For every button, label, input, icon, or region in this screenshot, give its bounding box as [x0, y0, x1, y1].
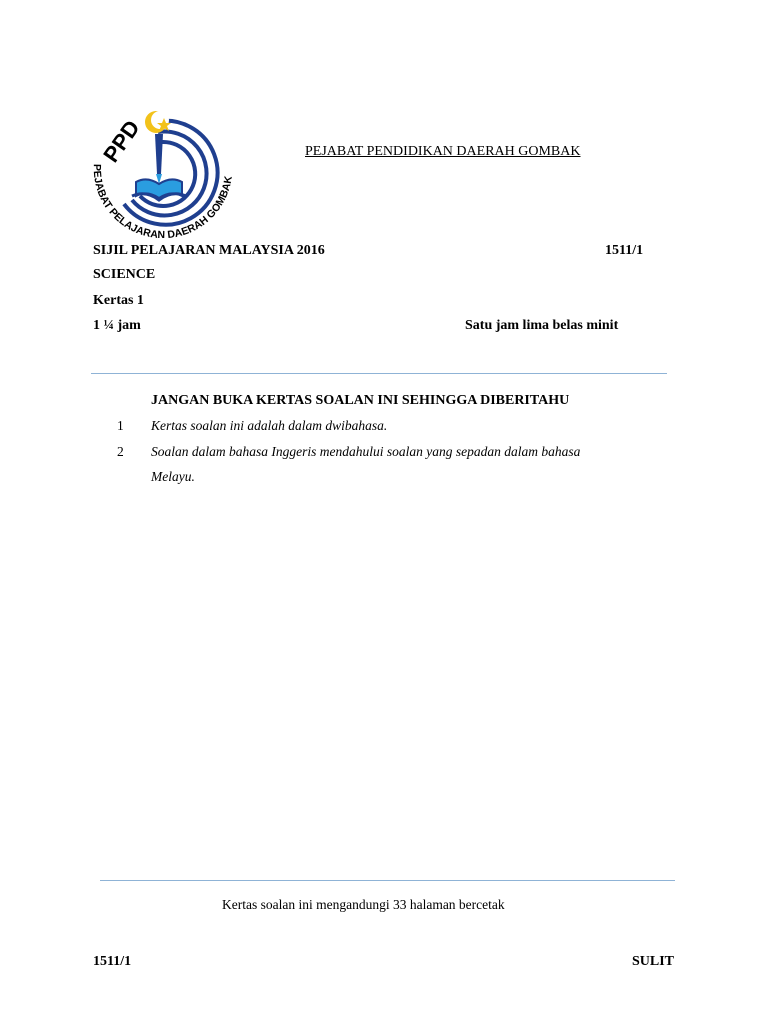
crescent-star-icon — [145, 111, 171, 133]
svg-text:PPD: PPD — [98, 115, 145, 167]
divider — [100, 880, 675, 881]
instructions-heading: JANGAN BUKA KERTAS SOALAN INI SEHINGGA DIBERITAHU — [151, 393, 570, 408]
office-heading: PEJABAT PENDIDIKAN DAERAH GOMBAK — [305, 144, 581, 159]
duration-words: Satu jam lima belas minit — [465, 318, 619, 333]
paper-code: 1511/1 — [605, 243, 644, 258]
instruction-text-continued: Melayu. — [151, 469, 195, 484]
exam-title: SIJIL PELAJARAN MALAYSIA 2016 — [93, 243, 325, 258]
subject: SCIENCE — [93, 267, 156, 282]
footer-code: 1511/1 — [93, 954, 132, 969]
ppd-logo — [84, 104, 240, 238]
svg-text:PEJABAT PELAJARAN DAERAH GOMBA: PEJABAT PELAJARAN DAERAH GOMBAK — [90, 163, 235, 238]
instruction-number: 2 — [117, 444, 124, 459]
classification: SULIT — [632, 954, 675, 969]
pen-icon — [155, 134, 163, 174]
instruction-text: Soalan dalam bahasa Inggeris mendahului soalan yang sepadan dalam bahasa — [151, 444, 581, 459]
duration: 1 ¼ jam — [93, 318, 141, 333]
divider — [91, 373, 667, 374]
page-count-note: Kertas soalan ini mengandungi 33 halaman bercetak — [222, 897, 505, 912]
instruction-number: 1 — [117, 418, 124, 433]
paper-number: Kertas 1 — [93, 293, 144, 308]
instruction-text: Kertas soalan ini adalah dalam dwibahasa. — [151, 418, 388, 433]
